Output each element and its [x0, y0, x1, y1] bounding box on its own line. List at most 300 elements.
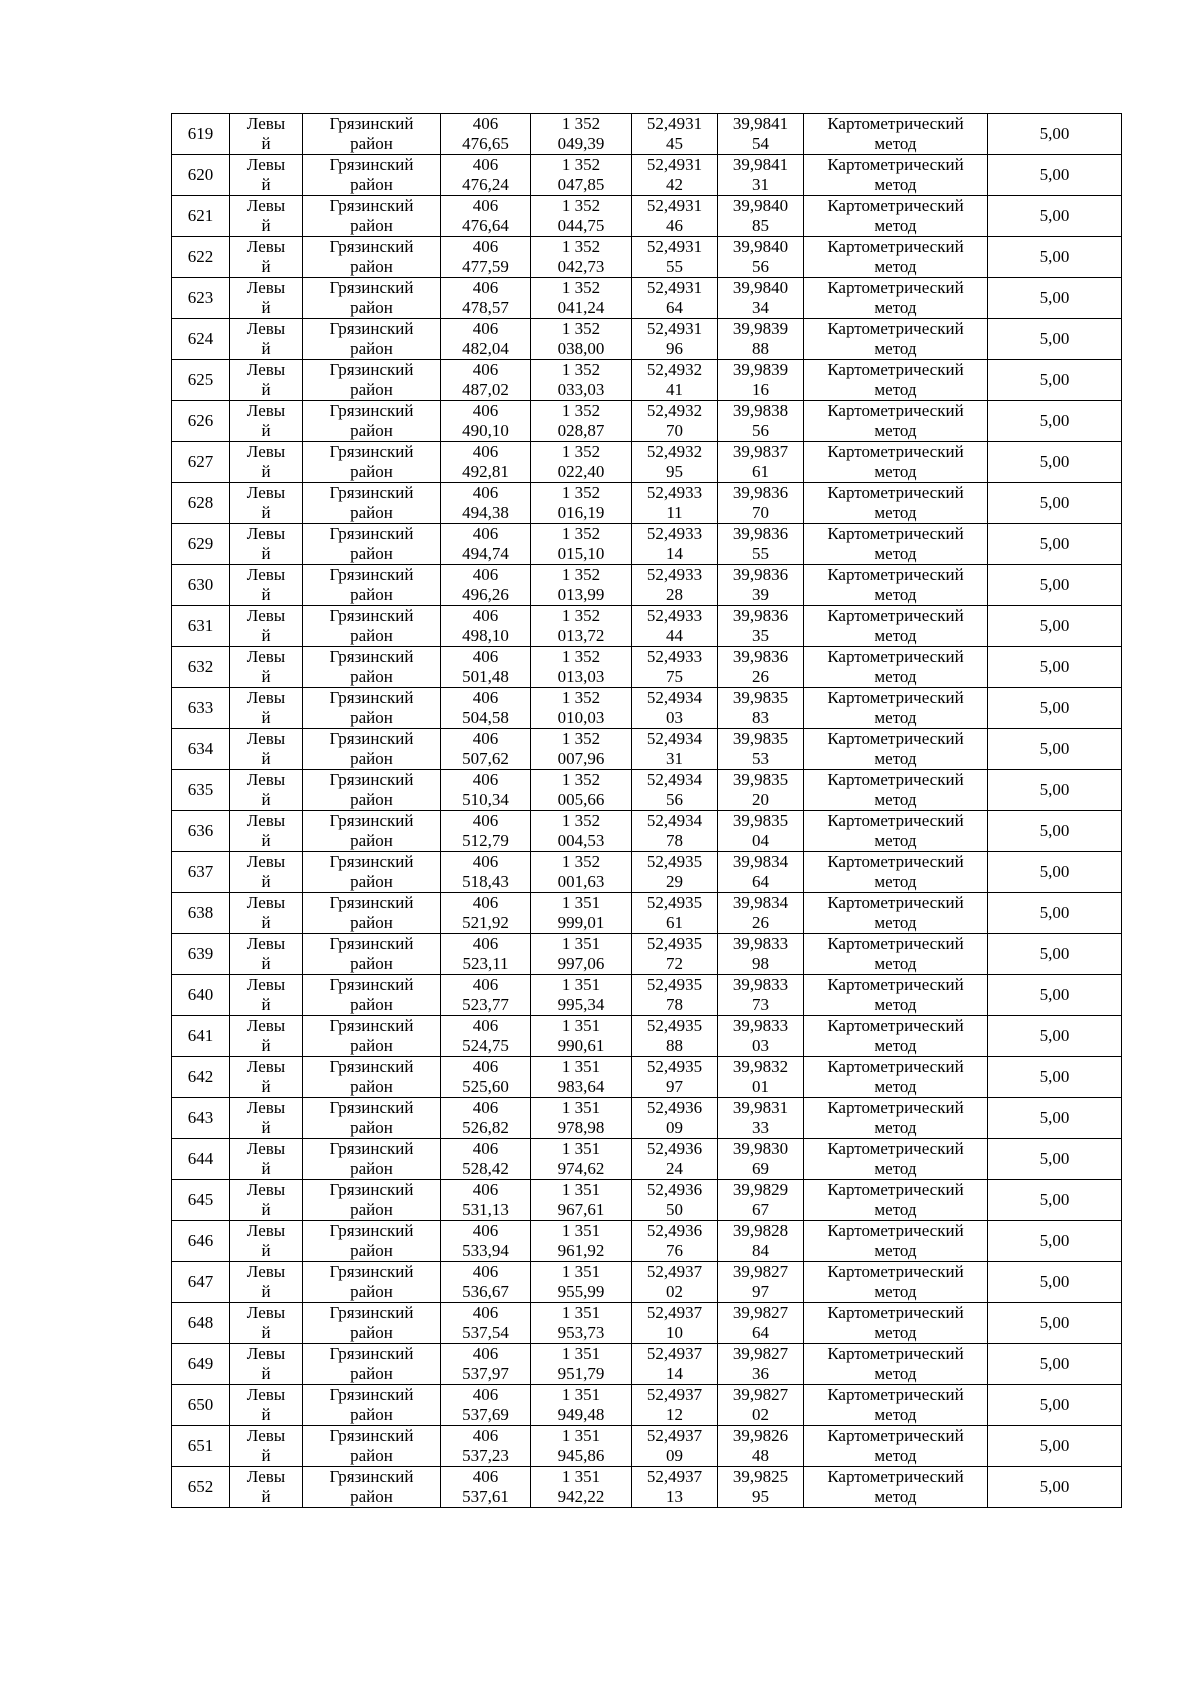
- cell-accuracy: 5,00: [988, 1057, 1122, 1098]
- cell-point-number: 649: [172, 1344, 230, 1385]
- cell-method: Картометрический метод: [804, 934, 988, 975]
- cell-coord-x: 406 528,42: [441, 1139, 531, 1180]
- cell-latitude: 52,4935 97: [632, 1057, 718, 1098]
- cell-coord-x: 406 537,61: [441, 1467, 531, 1508]
- cell-latitude: 52,4936 24: [632, 1139, 718, 1180]
- cell-method: Картометрический метод: [804, 1098, 988, 1139]
- cell-longitude: 39,9825 95: [718, 1467, 804, 1508]
- cell-accuracy: 5,00: [988, 196, 1122, 237]
- cell-bank-side: Левы й: [230, 114, 303, 155]
- cell-longitude: 39,9836 55: [718, 524, 804, 565]
- cell-accuracy: 5,00: [988, 155, 1122, 196]
- cell-point-number: 626: [172, 401, 230, 442]
- cell-method: Картометрический метод: [804, 360, 988, 401]
- cell-method: Картометрический метод: [804, 483, 988, 524]
- table-row: [172, 360, 1122, 401]
- cell-coord-x: 406 492,81: [441, 442, 531, 483]
- cell-coord-x: 406 523,11: [441, 934, 531, 975]
- cell-coord-y: 1 351 997,06: [531, 934, 632, 975]
- cell-coord-x: 406 537,97: [441, 1344, 531, 1385]
- cell-latitude: 52,4937 02: [632, 1262, 718, 1303]
- cell-method: Картометрический метод: [804, 1057, 988, 1098]
- cell-method: Картометрический метод: [804, 729, 988, 770]
- cell-point-number: 627: [172, 442, 230, 483]
- cell-method: Картометрический метод: [804, 1467, 988, 1508]
- cell-latitude: 52,4934 56: [632, 770, 718, 811]
- cell-method: Картометрический метод: [804, 1139, 988, 1180]
- cell-point-number: 644: [172, 1139, 230, 1180]
- cell-coord-x: 406 478,57: [441, 278, 531, 319]
- cell-method: Картометрический метод: [804, 1221, 988, 1262]
- table-row: [172, 278, 1122, 319]
- cell-method: Картометрический метод: [804, 688, 988, 729]
- cell-accuracy: 5,00: [988, 1098, 1122, 1139]
- cell-longitude: 39,9840 56: [718, 237, 804, 278]
- cell-coord-y: 1 351 990,61: [531, 1016, 632, 1057]
- table-row: [172, 1467, 1122, 1508]
- cell-point-number: 636: [172, 811, 230, 852]
- cell-bank-side: Левы й: [230, 729, 303, 770]
- cell-longitude: 39,9833 98: [718, 934, 804, 975]
- cell-coord-y: 1 352 007,96: [531, 729, 632, 770]
- cell-accuracy: 5,00: [988, 688, 1122, 729]
- cell-accuracy: 5,00: [988, 1221, 1122, 1262]
- cell-accuracy: 5,00: [988, 237, 1122, 278]
- cell-coord-y: 1 351 955,99: [531, 1262, 632, 1303]
- cell-district: Грязинский район: [303, 893, 441, 934]
- cell-method: Картометрический метод: [804, 196, 988, 237]
- cell-longitude: 39,9835 04: [718, 811, 804, 852]
- cell-latitude: 52,4933 75: [632, 647, 718, 688]
- cell-method: Картометрический метод: [804, 155, 988, 196]
- cell-method: Картометрический метод: [804, 319, 988, 360]
- cell-accuracy: 5,00: [988, 442, 1122, 483]
- cell-method: Картометрический метод: [804, 401, 988, 442]
- cell-longitude: 39,9836 39: [718, 565, 804, 606]
- cell-coord-x: 406 518,43: [441, 852, 531, 893]
- cell-point-number: 623: [172, 278, 230, 319]
- cell-accuracy: 5,00: [988, 934, 1122, 975]
- cell-longitude: 39,9827 02: [718, 1385, 804, 1426]
- table-row: [172, 647, 1122, 688]
- cell-point-number: 619: [172, 114, 230, 155]
- cell-longitude: 39,9826 48: [718, 1426, 804, 1467]
- cell-bank-side: Левы й: [230, 1139, 303, 1180]
- cell-point-number: 652: [172, 1467, 230, 1508]
- cell-bank-side: Левы й: [230, 770, 303, 811]
- cell-district: Грязинский район: [303, 1180, 441, 1221]
- cell-coord-x: 406 477,59: [441, 237, 531, 278]
- cell-point-number: 640: [172, 975, 230, 1016]
- cell-longitude: 39,9835 83: [718, 688, 804, 729]
- cell-method: Картометрический метод: [804, 114, 988, 155]
- table-row: [172, 1016, 1122, 1057]
- cell-bank-side: Левы й: [230, 401, 303, 442]
- cell-point-number: 637: [172, 852, 230, 893]
- cell-bank-side: Левы й: [230, 1098, 303, 1139]
- cell-method: Картометрический метод: [804, 852, 988, 893]
- cell-coord-x: 406 512,79: [441, 811, 531, 852]
- cell-method: Картометрический метод: [804, 278, 988, 319]
- cell-district: Грязинский район: [303, 1303, 441, 1344]
- cell-latitude: 52,4931 55: [632, 237, 718, 278]
- table-row: [172, 934, 1122, 975]
- table-row: [172, 1426, 1122, 1467]
- cell-point-number: 629: [172, 524, 230, 565]
- cell-method: Картометрический метод: [804, 975, 988, 1016]
- cell-point-number: 625: [172, 360, 230, 401]
- cell-method: Картометрический метод: [804, 770, 988, 811]
- cell-latitude: 52,4936 09: [632, 1098, 718, 1139]
- cell-latitude: 52,4933 28: [632, 565, 718, 606]
- cell-accuracy: 5,00: [988, 483, 1122, 524]
- cell-bank-side: Левы й: [230, 811, 303, 852]
- cell-latitude: 52,4935 29: [632, 852, 718, 893]
- cell-method: Картометрический метод: [804, 1344, 988, 1385]
- cell-longitude: 39,9841 31: [718, 155, 804, 196]
- cell-point-number: 631: [172, 606, 230, 647]
- cell-coord-x: 406 490,10: [441, 401, 531, 442]
- cell-accuracy: 5,00: [988, 811, 1122, 852]
- cell-latitude: 52,4936 50: [632, 1180, 718, 1221]
- cell-district: Грязинский район: [303, 729, 441, 770]
- cell-coord-x: 406 537,23: [441, 1426, 531, 1467]
- cell-coord-x: 406 531,13: [441, 1180, 531, 1221]
- table-row: [172, 1385, 1122, 1426]
- cell-point-number: 641: [172, 1016, 230, 1057]
- cell-coord-x: 406 524,75: [441, 1016, 531, 1057]
- cell-district: Грязинский район: [303, 688, 441, 729]
- table-row: [172, 483, 1122, 524]
- cell-coord-x: 406 537,69: [441, 1385, 531, 1426]
- table-row: [172, 565, 1122, 606]
- cell-accuracy: 5,00: [988, 770, 1122, 811]
- cell-point-number: 638: [172, 893, 230, 934]
- cell-bank-side: Левы й: [230, 196, 303, 237]
- cell-method: Картометрический метод: [804, 811, 988, 852]
- cell-bank-side: Левы й: [230, 237, 303, 278]
- table-row: [172, 1098, 1122, 1139]
- table-row: [172, 1221, 1122, 1262]
- cell-method: Картометрический метод: [804, 442, 988, 483]
- cell-point-number: 633: [172, 688, 230, 729]
- table-row: [172, 237, 1122, 278]
- table-row: [172, 442, 1122, 483]
- table-row: [172, 401, 1122, 442]
- cell-coord-y: 1 351 999,01: [531, 893, 632, 934]
- cell-accuracy: 5,00: [988, 1139, 1122, 1180]
- cell-latitude: 52,4935 61: [632, 893, 718, 934]
- cell-coord-x: 406 487,02: [441, 360, 531, 401]
- cell-district: Грязинский район: [303, 606, 441, 647]
- cell-bank-side: Левы й: [230, 688, 303, 729]
- cell-coord-x: 406 494,38: [441, 483, 531, 524]
- cell-district: Грязинский район: [303, 237, 441, 278]
- cell-bank-side: Левы й: [230, 1303, 303, 1344]
- cell-bank-side: Левы й: [230, 483, 303, 524]
- cell-district: Грязинский район: [303, 1385, 441, 1426]
- cell-coord-y: 1 351 978,98: [531, 1098, 632, 1139]
- cell-longitude: 39,9828 84: [718, 1221, 804, 1262]
- cell-point-number: 645: [172, 1180, 230, 1221]
- cell-longitude: 39,9834 64: [718, 852, 804, 893]
- cell-accuracy: 5,00: [988, 1344, 1122, 1385]
- cell-latitude: 52,4936 76: [632, 1221, 718, 1262]
- cell-longitude: 39,9827 64: [718, 1303, 804, 1344]
- cell-district: Грязинский район: [303, 1262, 441, 1303]
- cell-method: Картометрический метод: [804, 1426, 988, 1467]
- cell-coord-y: 1 352 005,66: [531, 770, 632, 811]
- cell-bank-side: Левы й: [230, 1385, 303, 1426]
- cell-method: Картометрический метод: [804, 1016, 988, 1057]
- cell-method: Картометрический метод: [804, 237, 988, 278]
- cell-bank-side: Левы й: [230, 155, 303, 196]
- table-row: [172, 1180, 1122, 1221]
- cell-coord-x: 406 504,58: [441, 688, 531, 729]
- cell-longitude: 39,9837 61: [718, 442, 804, 483]
- cell-coord-x: 406 533,94: [441, 1221, 531, 1262]
- cell-latitude: 52,4931 96: [632, 319, 718, 360]
- cell-bank-side: Левы й: [230, 1426, 303, 1467]
- cell-bank-side: Левы й: [230, 1262, 303, 1303]
- cell-longitude: 39,9839 88: [718, 319, 804, 360]
- cell-longitude: 39,9840 34: [718, 278, 804, 319]
- cell-bank-side: Левы й: [230, 975, 303, 1016]
- cell-accuracy: 5,00: [988, 1180, 1122, 1221]
- cell-coord-y: 1 352 033,03: [531, 360, 632, 401]
- cell-district: Грязинский район: [303, 1098, 441, 1139]
- cell-latitude: 52,4935 78: [632, 975, 718, 1016]
- table-row: [172, 975, 1122, 1016]
- cell-coord-y: 1 351 951,79: [531, 1344, 632, 1385]
- cell-coord-x: 406 523,77: [441, 975, 531, 1016]
- cell-point-number: 643: [172, 1098, 230, 1139]
- cell-accuracy: 5,00: [988, 1385, 1122, 1426]
- cell-latitude: 52,4932 41: [632, 360, 718, 401]
- cell-coord-y: 1 352 044,75: [531, 196, 632, 237]
- cell-district: Грязинский район: [303, 934, 441, 975]
- cell-district: Грязинский район: [303, 1057, 441, 1098]
- cell-accuracy: 5,00: [988, 278, 1122, 319]
- cell-latitude: 52,4935 72: [632, 934, 718, 975]
- cell-bank-side: Левы й: [230, 1180, 303, 1221]
- cell-longitude: 39,9836 26: [718, 647, 804, 688]
- cell-coord-y: 1 351 953,73: [531, 1303, 632, 1344]
- cell-point-number: 621: [172, 196, 230, 237]
- cell-bank-side: Левы й: [230, 1057, 303, 1098]
- cell-bank-side: Левы й: [230, 319, 303, 360]
- cell-accuracy: 5,00: [988, 1426, 1122, 1467]
- cell-coord-y: 1 351 995,34: [531, 975, 632, 1016]
- cell-accuracy: 5,00: [988, 729, 1122, 770]
- table-row: [172, 155, 1122, 196]
- cell-district: Грязинский район: [303, 1221, 441, 1262]
- table-row: [172, 893, 1122, 934]
- cell-point-number: 628: [172, 483, 230, 524]
- cell-coord-x: 406 496,26: [441, 565, 531, 606]
- cell-bank-side: Левы й: [230, 442, 303, 483]
- cell-point-number: 646: [172, 1221, 230, 1262]
- cell-district: Грязинский район: [303, 811, 441, 852]
- cell-district: Грязинский район: [303, 1467, 441, 1508]
- cell-coord-y: 1 352 022,40: [531, 442, 632, 483]
- cell-district: Грязинский район: [303, 360, 441, 401]
- cell-accuracy: 5,00: [988, 524, 1122, 565]
- cell-accuracy: 5,00: [988, 975, 1122, 1016]
- table-row: [172, 688, 1122, 729]
- cell-coord-y: 1 352 028,87: [531, 401, 632, 442]
- cell-latitude: 52,4934 78: [632, 811, 718, 852]
- cell-longitude: 39,9827 36: [718, 1344, 804, 1385]
- cell-accuracy: 5,00: [988, 893, 1122, 934]
- cell-coord-x: 406 476,64: [441, 196, 531, 237]
- cell-coord-x: 406 526,82: [441, 1098, 531, 1139]
- cell-point-number: 630: [172, 565, 230, 606]
- cell-coord-x: 406 482,04: [441, 319, 531, 360]
- cell-longitude: 39,9833 73: [718, 975, 804, 1016]
- cell-district: Грязинский район: [303, 1344, 441, 1385]
- cell-bank-side: Левы й: [230, 893, 303, 934]
- table-row: [172, 1057, 1122, 1098]
- cell-method: Картометрический метод: [804, 606, 988, 647]
- cell-coord-y: 1 352 038,00: [531, 319, 632, 360]
- cell-method: Картометрический метод: [804, 1262, 988, 1303]
- cell-longitude: 39,9835 20: [718, 770, 804, 811]
- cell-coord-x: 406 476,24: [441, 155, 531, 196]
- cell-accuracy: 5,00: [988, 319, 1122, 360]
- cell-point-number: 635: [172, 770, 230, 811]
- cell-coord-y: 1 351 974,62: [531, 1139, 632, 1180]
- cell-coord-y: 1 352 001,63: [531, 852, 632, 893]
- cell-latitude: 52,4937 09: [632, 1426, 718, 1467]
- table-row: [172, 1303, 1122, 1344]
- cell-latitude: 52,4931 42: [632, 155, 718, 196]
- cell-latitude: 52,4932 70: [632, 401, 718, 442]
- table-row: [172, 729, 1122, 770]
- cell-coord-x: 406 521,92: [441, 893, 531, 934]
- cell-bank-side: Левы й: [230, 1016, 303, 1057]
- cell-accuracy: 5,00: [988, 401, 1122, 442]
- table-row: [172, 852, 1122, 893]
- cell-method: Картометрический метод: [804, 647, 988, 688]
- cell-point-number: 642: [172, 1057, 230, 1098]
- cell-point-number: 632: [172, 647, 230, 688]
- cell-bank-side: Левы й: [230, 1467, 303, 1508]
- table-row: [172, 1344, 1122, 1385]
- cell-point-number: 647: [172, 1262, 230, 1303]
- cell-point-number: 624: [172, 319, 230, 360]
- cell-longitude: 39,9836 35: [718, 606, 804, 647]
- cell-district: Грязинский район: [303, 483, 441, 524]
- cell-bank-side: Левы й: [230, 565, 303, 606]
- table-row: [172, 606, 1122, 647]
- cell-longitude: 39,9829 67: [718, 1180, 804, 1221]
- cell-latitude: 52,4937 13: [632, 1467, 718, 1508]
- table-body: [172, 114, 1122, 1508]
- cell-coord-x: 406 476,65: [441, 114, 531, 155]
- cell-coord-x: 406 536,67: [441, 1262, 531, 1303]
- cell-coord-x: 406 501,48: [441, 647, 531, 688]
- cell-longitude: 39,9832 01: [718, 1057, 804, 1098]
- cell-coord-x: 406 510,34: [441, 770, 531, 811]
- cell-point-number: 648: [172, 1303, 230, 1344]
- cell-district: Грязинский район: [303, 565, 441, 606]
- cell-longitude: 39,9830 69: [718, 1139, 804, 1180]
- cell-coord-y: 1 351 983,64: [531, 1057, 632, 1098]
- coordinates-table: [171, 113, 1122, 1508]
- cell-district: Грязинский район: [303, 442, 441, 483]
- cell-longitude: 39,9838 56: [718, 401, 804, 442]
- cell-longitude: 39,9836 70: [718, 483, 804, 524]
- cell-coord-y: 1 352 013,03: [531, 647, 632, 688]
- cell-latitude: 52,4931 64: [632, 278, 718, 319]
- cell-accuracy: 5,00: [988, 114, 1122, 155]
- cell-accuracy: 5,00: [988, 1303, 1122, 1344]
- cell-accuracy: 5,00: [988, 1262, 1122, 1303]
- cell-bank-side: Левы й: [230, 524, 303, 565]
- cell-bank-side: Левы й: [230, 360, 303, 401]
- cell-district: Грязинский район: [303, 319, 441, 360]
- cell-bank-side: Левы й: [230, 934, 303, 975]
- cell-coord-y: 1 351 949,48: [531, 1385, 632, 1426]
- cell-district: Грязинский район: [303, 852, 441, 893]
- cell-coord-y: 1 352 047,85: [531, 155, 632, 196]
- cell-district: Грязинский район: [303, 1426, 441, 1467]
- cell-accuracy: 5,00: [988, 360, 1122, 401]
- table-row: [172, 196, 1122, 237]
- cell-coord-y: 1 352 013,99: [531, 565, 632, 606]
- cell-district: Грязинский район: [303, 647, 441, 688]
- cell-bank-side: Левы й: [230, 606, 303, 647]
- cell-district: Грязинский район: [303, 1016, 441, 1057]
- cell-coord-x: 406 525,60: [441, 1057, 531, 1098]
- cell-method: Картометрический метод: [804, 565, 988, 606]
- cell-point-number: 651: [172, 1426, 230, 1467]
- cell-district: Грязинский район: [303, 524, 441, 565]
- cell-latitude: 52,4937 10: [632, 1303, 718, 1344]
- cell-point-number: 622: [172, 237, 230, 278]
- cell-bank-side: Левы й: [230, 647, 303, 688]
- cell-accuracy: 5,00: [988, 606, 1122, 647]
- cell-method: Картометрический метод: [804, 1303, 988, 1344]
- cell-longitude: 39,9833 03: [718, 1016, 804, 1057]
- cell-point-number: 650: [172, 1385, 230, 1426]
- table-row: [172, 770, 1122, 811]
- cell-latitude: 52,4931 45: [632, 114, 718, 155]
- cell-latitude: 52,4935 88: [632, 1016, 718, 1057]
- table-row: [172, 1262, 1122, 1303]
- cell-longitude: 39,9841 54: [718, 114, 804, 155]
- cell-accuracy: 5,00: [988, 852, 1122, 893]
- cell-latitude: 52,4937 14: [632, 1344, 718, 1385]
- cell-method: Картометрический метод: [804, 893, 988, 934]
- cell-coord-y: 1 352 049,39: [531, 114, 632, 155]
- cell-accuracy: 5,00: [988, 1016, 1122, 1057]
- cell-bank-side: Левы й: [230, 1344, 303, 1385]
- cell-coord-y: 1 351 942,22: [531, 1467, 632, 1508]
- cell-latitude: 52,4937 12: [632, 1385, 718, 1426]
- cell-coord-y: 1 352 042,73: [531, 237, 632, 278]
- cell-longitude: 39,9831 33: [718, 1098, 804, 1139]
- cell-latitude: 52,4934 03: [632, 688, 718, 729]
- cell-accuracy: 5,00: [988, 565, 1122, 606]
- cell-method: Картометрический метод: [804, 524, 988, 565]
- cell-district: Грязинский район: [303, 155, 441, 196]
- cell-coord-y: 1 352 010,03: [531, 688, 632, 729]
- cell-coord-y: 1 352 041,24: [531, 278, 632, 319]
- cell-bank-side: Левы й: [230, 852, 303, 893]
- cell-method: Картометрический метод: [804, 1180, 988, 1221]
